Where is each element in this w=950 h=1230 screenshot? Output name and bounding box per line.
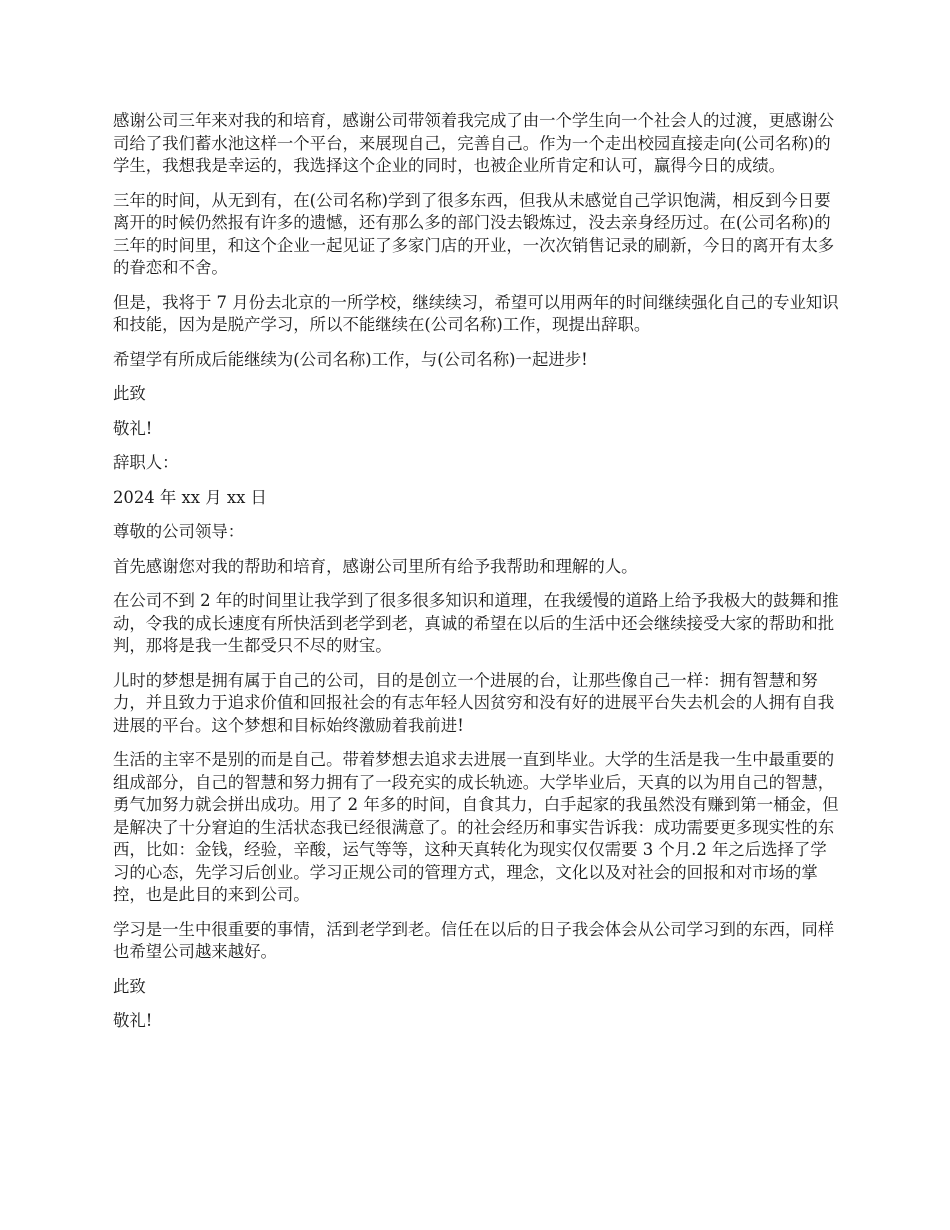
paragraph-dream: 儿时的梦想是拥有属于自己的公司，目的是创立一个进展的台，让那些像自己一样：拥有智慧和努力，并且致力于追求价值和回报社会的有志年轻人因贫穷和没有好的进展平台失去机会的人拥有自我进展的平台。这个梦想和目标始终激励着我前进!	[113, 670, 835, 735]
paragraph-learning: 在公司不到 2 年的时间里让我学到了很多很多知识和道理，在我缓慢的道路上给予我极大的鼓舞和推动，令我的成长速度有所快活到老学到老，真诚的希望在以后的生活中还会继续接受大家的帮助和批判，那将是我一生都受只不尽的财宝。	[113, 591, 839, 655]
closing-salutation-2: 此致	[113, 976, 146, 996]
paragraph-study: 学习是一生中很重要的事情，活到老学到老。信任在以后的日子我会体会从公司学习到的东西，同样也希望公司越来越好。	[113, 919, 835, 961]
signature-line: 辞职人：	[113, 453, 179, 472]
paragraph-thanks: 首先感谢您对我的帮助和培育，感谢公司里所有给予我帮助和理解的人。	[113, 556, 638, 576]
paragraph-gratitude: 感谢公司三年来对我的和培育，感谢公司带领着我完成了由一个学生向一个社会人的过渡，更感谢公司给了我们蓄水池这样一个平台，来展现自己，完善自己。作为一个走出校园直接走向(公司名称)的学生，我想我是幸运的，我选择这个企业的同时，也被企业所肯定和认可，赢得今日的成绩。	[113, 111, 835, 175]
letter-greeting: 尊敬的公司领导：	[113, 522, 245, 541]
closing-regards: 敬礼!	[113, 418, 153, 438]
paragraph-three-years: 三年的时间，从无到有，在(公司名称)学到了很多东西，但我从未感觉自己学识饱满，相反到今日要离开的时候仍然报有许多的遗憾，还有那么多的部门没去锻炼过，没去亲身经历过。在(公司名称)的三年的时间里，和这个企业一起见证了多家门店的开业，一次次销售记录的刷新，今日的离开有太多的眷恋和不舍。	[113, 190, 835, 277]
paragraph-future-hope: 希望学有所成后能继续为(公司名称)工作，与(公司名称)一起进步!	[113, 349, 588, 369]
letter-document	[113, 110, 840, 1045]
closing-regards-2: 敬礼!	[113, 1011, 153, 1030]
paragraph-resignation-reason: 但是，我将于 7 月份去北京的一所学校，继续续习，希望可以用两年的时间继续强化自己的专业知识和技能，因为是脱产学习，所以不能继续在(公司名称)工作，现提出辞职。	[113, 292, 839, 334]
date-line: 2024 年 xx 月 xx 日	[113, 487, 267, 507]
paragraph-life: 生活的主宰不是别的而是自己。带着梦想去追求去进展一直到毕业。大学的生活是我一生中最重要的组成部分，自己的智慧和努力拥有了一段充实的成长轨迹。大学毕业后，天真的以为用自己的智慧，勇气加努力就会拼出成功。用了 2 年多的时间，自食其力，白手起家的我虽然没有赚到第一桶金，但是解决了十分窘迫的生活状态我已经很满意了。的社会经历和事实告诉我：成功需要更多现实性的东西，比如：金钱，经验，辛酸，运气等等，这种天真转化为现实仅仅需要 3 个月.2 年之后选择了学习的心态，先学习后创业。学习正规公司的管理方式，理念，文化以及对社会的回报和对市场的掌控，也是此目的来到公司。	[113, 750, 839, 904]
closing-salutation: 此致	[113, 384, 146, 403]
